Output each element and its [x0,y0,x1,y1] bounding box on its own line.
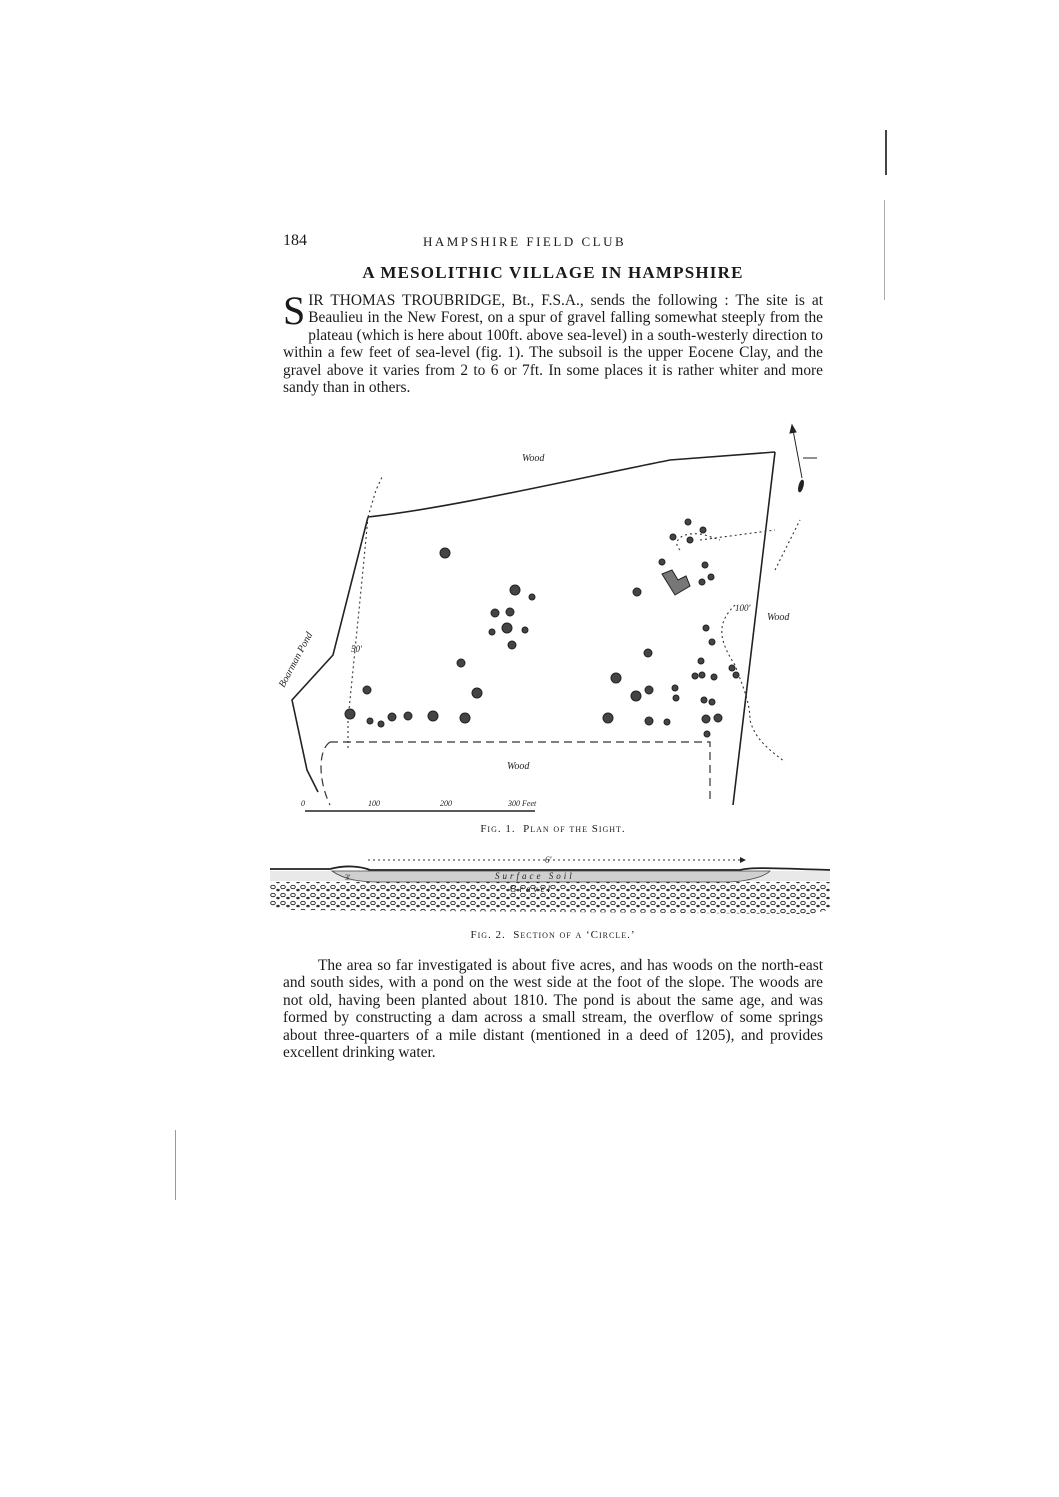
intro-fsa: F.S.A. [541,292,580,309]
intro-text-end: , sends the following : The site is at Beaulieu in the New Forest, on a spur of gravel falling somewhat steeply from the plateau (which is here about 100ft. above sea-level) in a south-westerly direction to within a few feet of sea-level (fig. 1). The subsoil is the upper Eocene Clay, and the gravel above it varies from 2 to 6 or 7ft. In some places it is rather whiter and more sandy than in others. [283,292,824,397]
surface-soil-label: Surface Soil [495,871,575,881]
figure1-caption [283,823,823,835]
label-wood-east: Wood [767,612,790,623]
intro-paragraph [283,288,824,397]
figure2-caption [283,929,823,941]
gravel-label: Gravel [510,884,553,894]
body-paragraph [283,957,823,1061]
north-arrow [790,425,817,492]
label-wood-north: Wood [522,453,545,464]
ground-surface [270,866,830,870]
page-number: 184 [283,232,307,249]
figure1-caption-text: Plan of the Sight. [523,823,626,835]
hatched-structure [662,570,690,595]
scale-label-200: 200 [440,799,452,808]
article-title: A MESOLITHIC VILLAGE IN HAMPSHIRE [362,263,744,282]
label-contour-50: 50' [351,644,362,654]
label-pond: Boarman Pond [276,630,316,690]
figure2-caption-text: Section of a ‘Circle.’ [513,929,636,941]
label-wood-south: Wood [507,761,530,772]
figure1-caption-prefix: Fig. 1. [480,823,516,835]
depth-label: 3' [345,873,351,882]
hut-circles [345,519,739,737]
scale-label-100: 100 [368,799,380,808]
drop-cap: S [283,288,306,333]
section-figure [270,852,830,920]
scale-label-0: 0 [301,799,305,808]
north-boundary [368,452,775,517]
scan-mark-right-mid [884,200,885,300]
site-plan-figure [270,420,830,820]
intro-text-start: IR THOMAS TROUBRIDGE, Bt., [308,292,542,309]
scan-mark-right-top [885,130,887,175]
east-boundary [733,452,775,805]
south-wood-boundary [321,742,710,805]
page-header [283,232,823,254]
figure2-caption-prefix: Fig. 2. [470,929,506,941]
body-paragraph-text: The area so far investigated is about five acres, and has woods on the north-east and south sides, with a pond on the west side at the foot of the slope. The woods are not old, having been planted about 1810. The pond is about the same age, and was formed by constructing a dam across a small stream, the overflow of some springs about three-quarters of a mile distant (mentioned in a deed of 1205), and provides excellent drinking water. [283,957,823,1062]
running-head: HAMPSHIRE FIELD CLUB [423,234,627,249]
plan-dotted-lines [348,475,800,762]
scan-mark-left-bottom [175,1130,176,1200]
label-contour-100: 100' [735,603,751,613]
scale-label-300: 300 Feet [508,799,537,808]
width-label: 6' [545,855,552,865]
